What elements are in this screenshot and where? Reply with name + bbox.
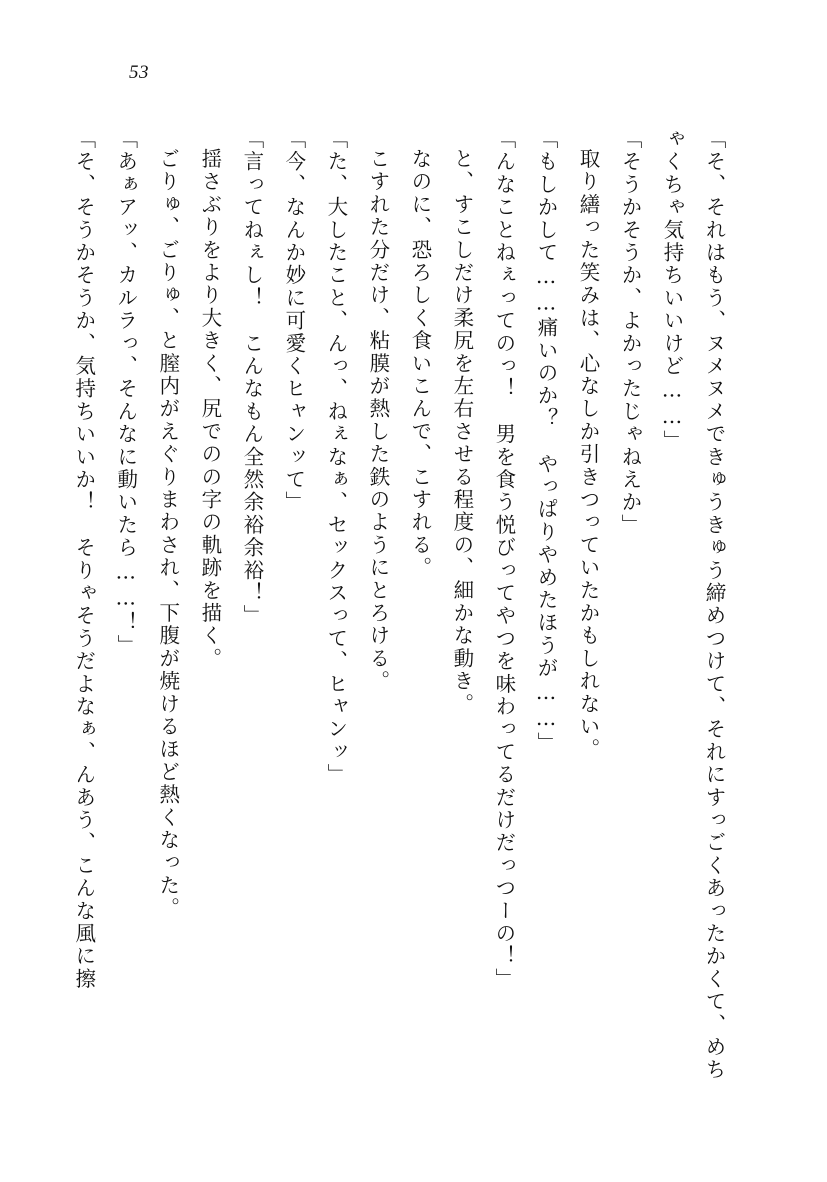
paragraph: 「もしかして……痛いのか？ やっぱりやめたほうが……」	[533, 128, 558, 755]
paragraph: 「そ、そうかそうか、気持ちいいか！ そりゃそうだよなぁ、んあう、こんな風に擦	[71, 128, 96, 991]
paragraph: ごりゅ、ごりゅ、と膣内がえぐりまわされ、下腹が焼けるほど熱くなった。	[155, 148, 180, 920]
paragraph: 「今、なんか妙に可愛くヒャンッて」	[281, 128, 306, 514]
paragraph: と、すこしだけ柔尻を左右させる程度の、細かな動き。	[449, 148, 474, 716]
paragraph: 「た、大したこと、んっ、ねぇなぁ、セックスって、ヒャンッ」	[323, 128, 348, 787]
paragraph: 「言ってねぇし！ こんなもん全然余裕余裕！」	[239, 128, 264, 628]
paragraph: なのに、恐ろしく食いこんで、こすれる。	[407, 148, 432, 580]
paragraph: 「そうかそうか、よかったじゃねえか」	[617, 128, 642, 537]
paragraph: こすれた分だけ、粘膜が熱した鉄のようにとろける。	[365, 148, 390, 693]
page-number: 53	[129, 62, 149, 83]
paragraph: 「そ、それはもう、ヌメヌメできゅうきゅう締めつけて、それにすっごくあったかくて、めちゃくちゃ気持ちいいけど……」	[659, 128, 726, 1082]
paragraph: 「んなことねぇってのっ！ 男を食う悦びってやつを味わってるだけだっつーの！」	[491, 128, 516, 991]
body-text-vertical	[71, 128, 735, 1088]
paragraph: 取り繕った笑みは、心なしか引きつっていたかもしれない。	[575, 148, 600, 761]
paragraph: 揺さぶりをより大きく、尻でのの字の軌跡を描く。	[197, 148, 222, 671]
paragraph: 「あぁアッ、カルラっ、そんなに動いたら……！」	[113, 128, 138, 658]
